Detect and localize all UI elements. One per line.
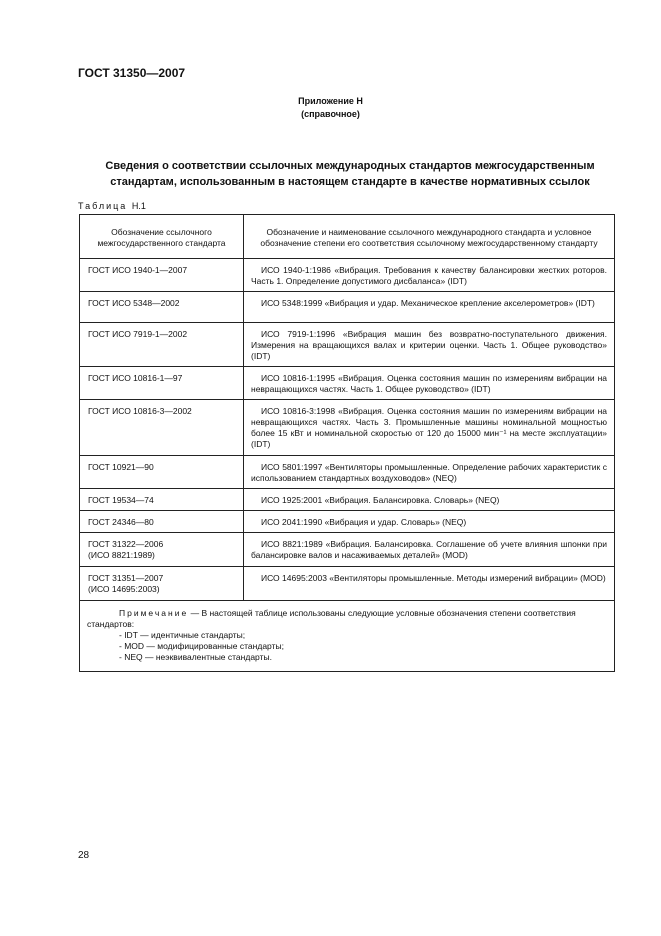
- table-row: [80, 567, 615, 601]
- iso-text: ИСО 5801:1997 «Вентиляторы промышленные. Определение рабочих характеристик с использованием стандартных воздуховодов» (NEQ): [251, 462, 607, 483]
- header-gost: Обозначение ссылочного межгосударственного стандарта: [80, 215, 244, 259]
- iso-cell: [244, 292, 615, 323]
- gost-code: ГОСТ 31322—2006: [88, 539, 164, 549]
- table-header-row: [80, 215, 615, 259]
- iso-text: ИСО 1940-1:1986 «Вибрация. Требования к качеству балансировки жестких роторов. Часть 1. Определение допустимого дисбаланса» (IDT): [251, 265, 607, 286]
- table-row: [80, 533, 615, 567]
- gost-cell: ГОСТ ИСО 5348—2002: [80, 292, 244, 323]
- iso-cell: [244, 567, 615, 601]
- gost-equivalent: (ИСО 14695:2003): [88, 584, 160, 594]
- gost-code: ГОСТ 31351—2007: [88, 573, 164, 583]
- iso-text: ИСО 10816-1:1995 «Вибрация. Оценка состояния машин по измерениям вибрации на невращающихся частях. Часть 1. Общее руководство» (IDT): [251, 373, 607, 394]
- gost-cell: ГОСТ ИСО 1940-1—2007: [80, 259, 244, 292]
- note-item: - IDT — идентичные стандарты;: [119, 630, 246, 640]
- note-item: - NEQ — неэквивалентные стандарты.: [119, 652, 272, 662]
- table-note-row: [80, 601, 615, 672]
- table-row: [80, 323, 615, 367]
- note-text: [87, 608, 607, 630]
- note-body: — В настоящей таблице использованы следующие условные обозначения степени соответствия стандартов:: [87, 608, 576, 629]
- table-row: [80, 489, 615, 511]
- annex-title: Приложение Н: [298, 96, 363, 106]
- iso-text: ИСО 8821:1989 «Вибрация. Балансировка. Соглашение об учете влияния шпонки при балансировке валов и насаживаемых деталей» (MOD): [251, 539, 607, 560]
- gost-cell: ГОСТ 24346—80: [80, 511, 244, 533]
- iso-cell: [244, 259, 615, 292]
- gost-cell: ГОСТ 10921—90: [80, 456, 244, 489]
- iso-cell: [244, 511, 615, 533]
- table-row: [80, 292, 615, 323]
- iso-text: ИСО 5348:1999 «Вибрация и удар. Механическое крепление акселерометров» (IDT): [261, 298, 595, 308]
- header-iso: Обозначение и наименование ссылочного международного стандарта и условное обозначение степени его соответствия ссылочному межгосударственному стандарту: [244, 215, 615, 259]
- table-row: [80, 400, 615, 456]
- iso-text: ИСО 2041:1990 «Вибрация и удар. Словарь» (NEQ): [261, 517, 467, 527]
- gost-cell: ГОСТ ИСО 7919-1—2002: [80, 323, 244, 367]
- iso-cell: [244, 400, 615, 456]
- iso-cell: [244, 367, 615, 400]
- iso-text: ИСО 10816-3:1998 «Вибрация. Оценка состояния машин по измерениям вибрации на невращающихся частях. Часть 3. Промышленные машины номинальной мощностью более 15 кВт и номинальной скоростью от 120 до 15000 мин⁻¹ на месте эксплуатации» (IDT): [251, 406, 607, 449]
- document-code: ГОСТ 31350—2007: [78, 66, 186, 80]
- table-row: [80, 259, 615, 292]
- table-label-word: Таблица: [78, 201, 128, 211]
- iso-text: ИСО 7919-1:1996 «Вибрация машин без возвратно-поступательного движения. Измерения на вращающихся валах и критерии оценки. Часть 1. Общее руководство» (IDT): [251, 329, 607, 361]
- table-note: [80, 601, 615, 672]
- table-row: [80, 456, 615, 489]
- correspondence-table: [79, 214, 615, 672]
- gost-equivalent: (ИСО 8821:1989): [88, 550, 155, 560]
- iso-cell: [244, 323, 615, 367]
- iso-cell: [244, 489, 615, 511]
- gost-cell: [80, 567, 244, 601]
- iso-cell: [244, 456, 615, 489]
- iso-text: ИСО 14695:2003 «Вентиляторы промышленные. Методы измерений вибрации» (MOD): [261, 573, 606, 583]
- gost-cell: [80, 533, 244, 567]
- table-label: [78, 201, 146, 211]
- note-label: Примечание: [119, 608, 189, 618]
- iso-text: ИСО 1925:2001 «Вибрация. Балансировка. Словарь» (NEQ): [261, 495, 500, 505]
- gost-cell: ГОСТ ИСО 10816-3—2002: [80, 400, 244, 456]
- gost-cell: ГОСТ ИСО 10816-1—97: [80, 367, 244, 400]
- page-number: 28: [78, 850, 90, 861]
- table-row: [80, 511, 615, 533]
- annex-type: (справочное): [301, 109, 360, 119]
- table-row: [80, 367, 615, 400]
- table-label-number: Н.1: [131, 201, 146, 211]
- gost-cell: ГОСТ 19534—74: [80, 489, 244, 511]
- iso-cell: [244, 533, 615, 567]
- note-item: - MOD — модифицированные стандарты;: [119, 641, 284, 651]
- section-heading: Сведения о соответствии ссылочных международных стандартов межгосударственным стандартам, использованным в настоящем стандарте в качестве нормативных ссылок: [105, 160, 595, 188]
